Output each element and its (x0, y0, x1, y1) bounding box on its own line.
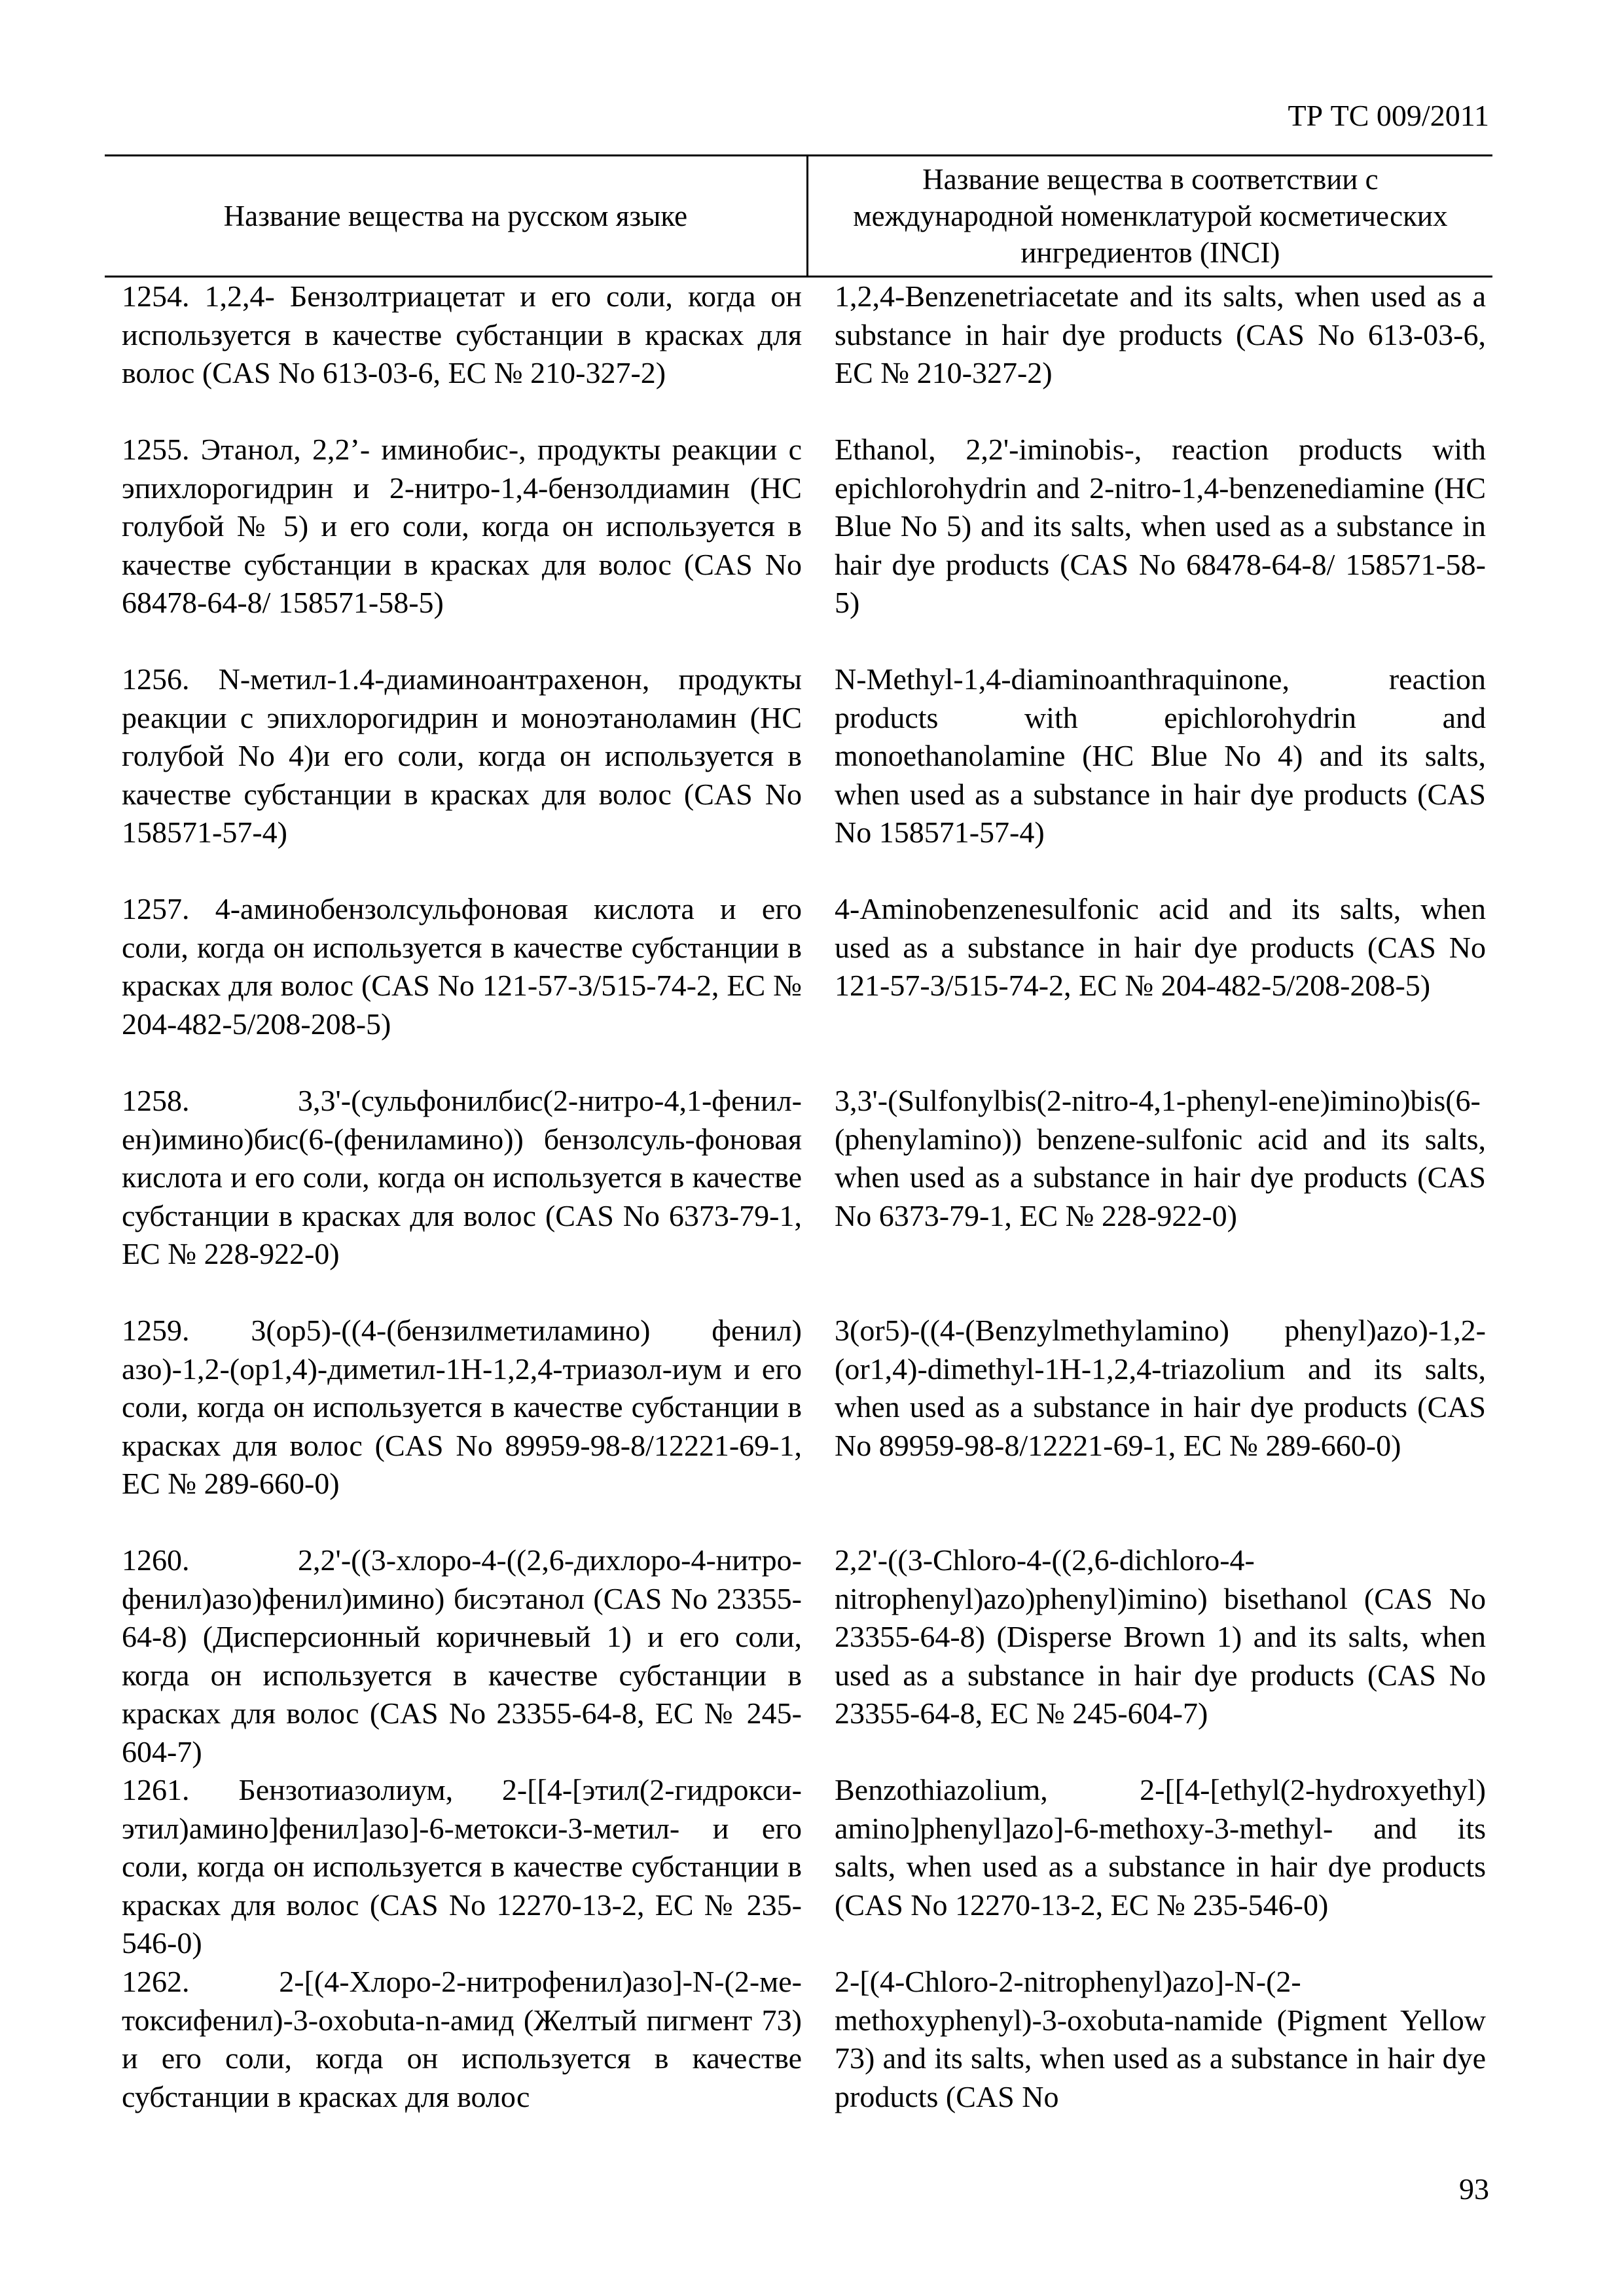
table-row (105, 431, 1492, 660)
russian-name-cell: 1256. N-метил-1.4-диаминоантрахенон, продукты реакции с эпихлорогидрин и моноэтаноламин (HC голубой No 4)и его соли, когда он используется в качестве субстанции в красках для волос (CAS No 158571-57-4) (122, 662, 802, 849)
table-row (105, 1541, 1492, 1771)
russian-name-cell: 1260. 2,2'-((3-хлоро-4-((2,6-дихлоро-4-нитро-фенил)азо)фенил)имино) бисэтанол (CAS No 23355-64-8) (Дисперсионный коричневый 1) и его соли, когда он используется в качестве субстанции в красках для волос (CAS No 23355-64-8, EC № 245-604-7) (122, 1543, 802, 1768)
column-header-inci-name: Название вещества в соответствии с международной номенклатурой косметических ингредиентов (INCI) (853, 163, 1448, 269)
inci-name-cell: 3(or5)-((4-(Benzylmethylamino) phenyl)azo)-1,2-(or1,4)-dimethyl-1H-1,2,4-triazolium and its salts, when used as a substance in hair dye products (CAS No 89959-98-8/12221-69-1, EC № 289-660-0) (835, 1314, 1486, 1462)
russian-name-cell: 1261. Бензотиазолиум, 2-[[4-[этил(2-гидрокси-этил)амино]фенил]азо]-6-метокси-3-метил- и его соли, когда он используется в качестве субстанции в красках для волос (CAS No 12270-13-2, EC № 235-546-0) (122, 1773, 802, 1960)
russian-name-cell: 1257. 4-аминобензолсульфоновая кислота и его соли, когда он используется в качестве субстанции в красках для волос (CAS No 121-57-3/515-74-2, EC № 204-482-5/208-208-5) (122, 892, 802, 1041)
russian-name-cell: 1255. Этанол, 2,2’- иминобис-, продукты реакции с эпихлорогидрин и 2-нитро-1,4-бензолдиамин (HC голубой № 5) и его соли, когда он используется в качестве субстанции в красках для волос (CAS No 68478-64-8/ 158571-58-5) (122, 433, 802, 619)
inci-name-cell: Ethanol, 2,2'-iminobis-, reaction products with epichlorohydrin and 2-nitro-1,4-benzenediamine (HC Blue No 5) and its salts, when used as a substance in hair dye products (CAS No 68478-64-8/ 158571-58-5) (835, 433, 1486, 619)
inci-name-cell: 4-Aminobenzenesulfonic acid and its salts, when used as a substance in hair dye products (CAS No 121-57-3/515-74-2, EC № 204-482-5/208-208-5) (835, 892, 1486, 1002)
table-row (105, 1312, 1492, 1541)
page-number: 93 (1459, 2172, 1489, 2206)
inci-name-cell: N-Methyl-1,4-diaminoanthraquinone, reaction products with epichlorohydrin and monoethanolamine (HC Blue No 4) and its salts, when used as a substance in hair dye products (CAS No 158571-57-4) (835, 662, 1486, 849)
inci-name-cell: 2-[(4-Chloro-2-nitrophenyl)azo]-N-(2-methoxyphenyl)-3-oxobuta-namide (Pigment Yellow 73) and its salts, when used as a substance in hair dye products (CAS No (835, 1965, 1486, 2113)
russian-name-cell: 1259. 3(ор5)-((4-(бензилметиламино) фенил) азо)-1,2-(ор1,4)-диметил-1Н-1,2,4-триазол-иум и его соли, когда он используется в качестве субстанции в красках для волос (CAS No 89959-98-8/12221-69-1, EC № 289-660-0) (122, 1314, 802, 1500)
table-row (105, 1771, 1492, 1963)
table-row (105, 1082, 1492, 1312)
russian-name-cell: 1262. 2-[(4-Хлоро-2-нитрофенил)азо]-N-(2-ме-токсифенил)-3-оxobuta-n-амид (Желтый пигмент 73) и его соли, когда он используется в качестве субстанции в красках для волос (122, 1965, 802, 2113)
inci-name-cell: 2,2'-((3-Chloro-4-((2,6-dichloro-4-nitrophenyl)azo)phenyl)imino) bisethanol (CAS No 23355-64-8) (Disperse Brown 1) and its salts, when used as a substance in hair dye products (CAS No 23355-64-8, EC № 245-604-7) (835, 1543, 1486, 1730)
russian-name-cell: 1254. 1,2,4- Бензолтриацетат и его соли, когда он используется в качестве субстанции в красках для волос (CAS No 613-03-6, EC № 210-327-2) (122, 279, 802, 389)
table-row (105, 278, 1492, 431)
column-header-russian-name: Название вещества на русском языке (105, 156, 808, 276)
table-row (105, 890, 1492, 1082)
substances-table (105, 154, 1492, 2116)
russian-name-cell: 1258. 3,3'-(сульфонилбис(2-нитро-4,1-фенил-ен)имино)бис(6-(фениламино)) бензолсуль-фоновая кислота и его соли, когда он используется в качестве субстанции в красках для волос (CAS No 6373-79-1, EC № 228-922-0) (122, 1084, 802, 1270)
table-row (105, 1963, 1492, 2116)
table-header (105, 154, 1492, 278)
inci-name-cell: 1,2,4-Benzenetriacetate and its salts, when used as a substance in hair dye products (CAS No 613-03-6, EC № 210-327-2) (835, 279, 1486, 389)
inci-name-cell: Benzothiazolium, 2-[[4-[ethyl(2-hydroxyethyl) amino]phenyl]azo]-6-methoxy-3-methyl- and its salts, when used as a substance in hair dye products (CAS No 12270-13-2, EC № 235-546-0) (835, 1773, 1486, 1922)
document-code: ТР ТС 009/2011 (1288, 99, 1489, 132)
inci-name-cell: 3,3'-(Sulfonylbis(2-nitro-4,1-phenyl-ene)imino)bis(6-(phenylamino)) benzene-sulfonic acid and its salts, when used as a substance in hair dye products (CAS No 6373-79-1, EC № 228-922-0) (835, 1084, 1486, 1232)
table-row (105, 660, 1492, 890)
